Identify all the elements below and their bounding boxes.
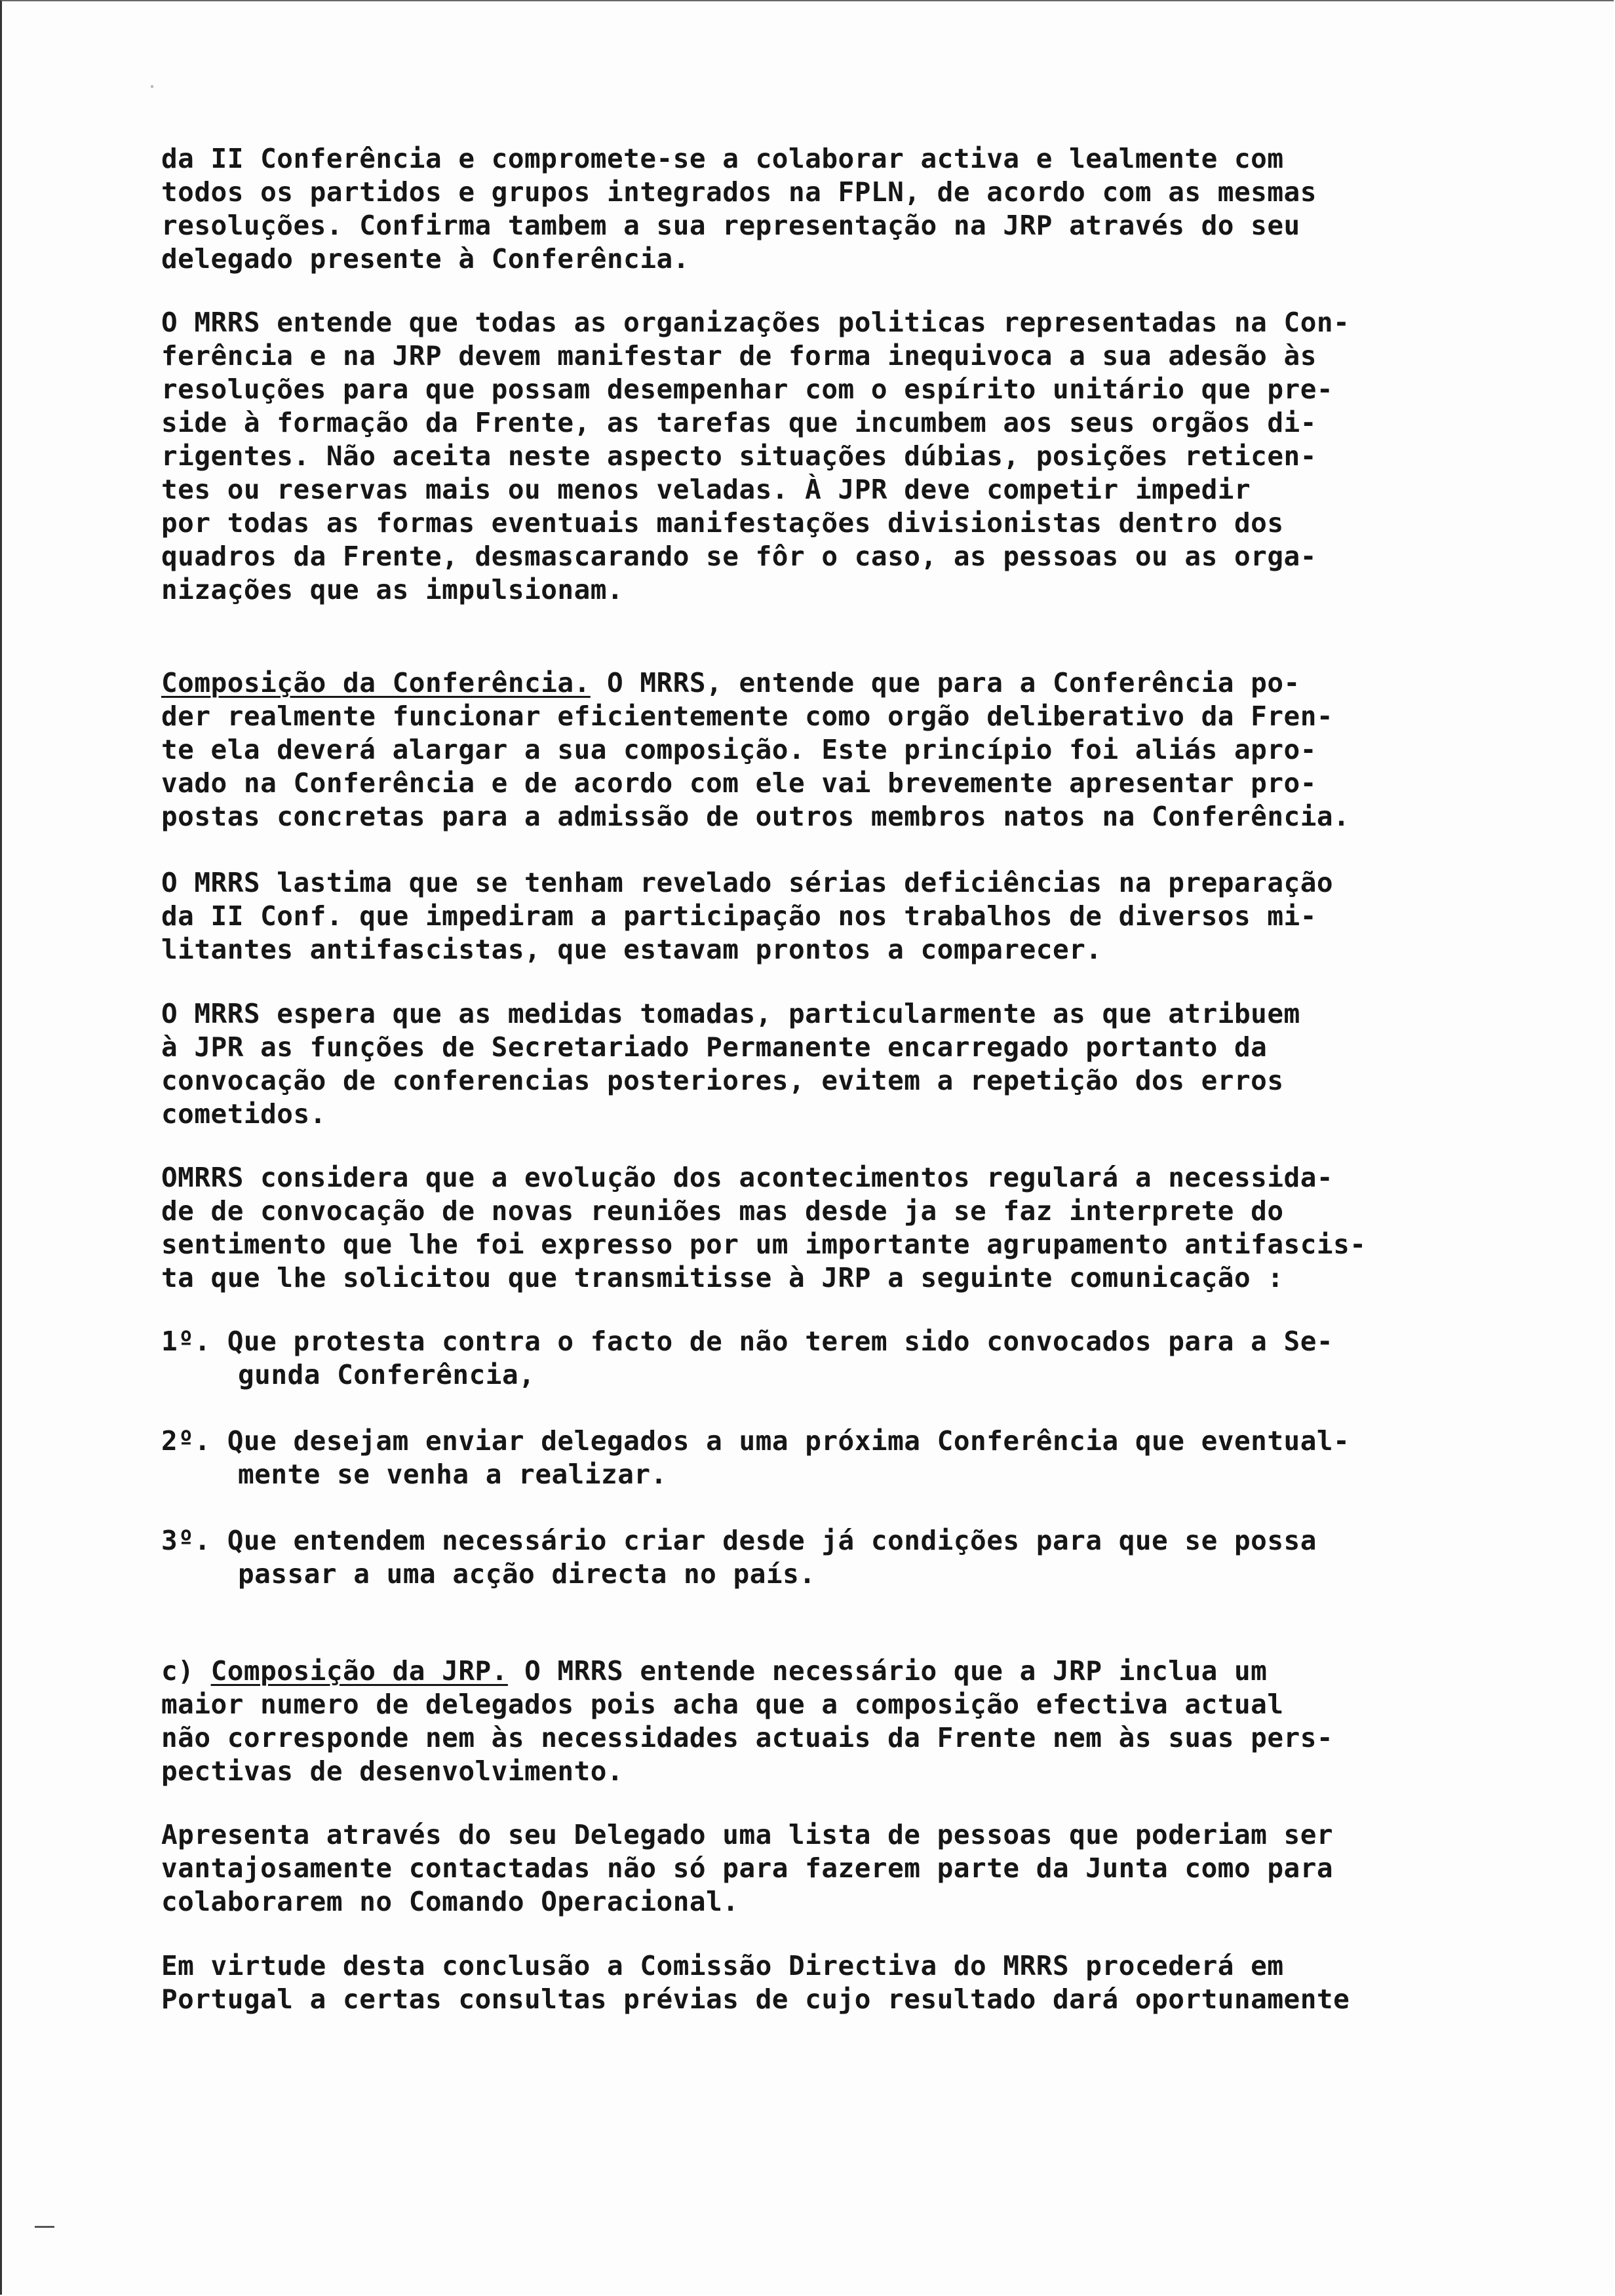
paragraph-6	[161, 1161, 1557, 1295]
text-line: Apresenta através do seu Delegado uma lista de pessoas que poderiam ser	[161, 1819, 1334, 1850]
text-line: cometidos.	[161, 1098, 326, 1130]
text-line: OMRRS considera que a evolução dos acontecimentos regulará a necessida-	[161, 1162, 1334, 1193]
item-text: Que entendem necessário criar desde já condições para que se possa	[227, 1525, 1317, 1556]
item-number: 1º.	[161, 1326, 211, 1357]
text-line: der realmente funcionar eficientemente como orgão deliberativo da Fren-	[161, 700, 1334, 732]
paragraph-3	[161, 666, 1557, 833]
text-line: mente se venha a realizar.	[238, 1459, 667, 1490]
list-item-3	[161, 1524, 1557, 1591]
text-line	[161, 1425, 1557, 1458]
text-fragment: c)	[161, 1655, 211, 1687]
text-line: sentimento que lhe foi expresso por um importante agrupamento antifascis-	[161, 1229, 1367, 1260]
text-line: quadros da Frente, desmascarando se fôr o caso, as pessoas ou as orga-	[161, 541, 1317, 572]
text-line: rigentes. Não aceita neste aspecto situações dúbias, posições reticen-	[161, 440, 1317, 472]
text-line: O MRRS entende que todas as organizações politicas representadas na Con-	[161, 307, 1350, 338]
text-line: Portugal a certas consultas prévias de cujo resultado dará oportunamente	[161, 1983, 1350, 2015]
paragraph-8	[161, 1818, 1557, 1919]
text-line: pectivas de desenvolvimento.	[161, 1755, 624, 1787]
paragraph-5	[161, 997, 1557, 1131]
paragraph-1	[161, 142, 1557, 276]
text-line: O MRRS espera que as medidas tomadas, particularmente as que atribuem	[161, 998, 1300, 1029]
paragraph-9	[161, 1949, 1557, 2016]
text-line: litantes antifascistas, que estavam prontos a comparecer.	[161, 934, 1102, 965]
paragraph-4	[161, 866, 1557, 966]
item-text: Que desejam enviar delegados a uma próxima Conferência que eventual-	[227, 1425, 1350, 1457]
text-fragment: O MRRS, entende que para a Conferência po-	[590, 667, 1300, 698]
text-line: postas concretas para a admissão de outros membros natos na Conferência.	[161, 801, 1350, 832]
text-line: ta que lhe solicitou que transmitisse à JRP a seguinte comunicação :	[161, 1262, 1284, 1293]
text-line: não corresponde nem às necessidades actuais da Frente nem às suas pers-	[161, 1722, 1334, 1753]
text-line: por todas as formas eventuais manifestações divisionistas dentro dos	[161, 507, 1284, 539]
section-heading: Composição da JRP.	[210, 1655, 508, 1687]
text-line: tes ou reservas mais ou menos veladas. À JPR deve competir impedir	[161, 474, 1251, 505]
text-line: vado na Conferência e de acordo com ele vai brevemente apresentar pro-	[161, 767, 1317, 799]
text-line: da II Conf. que impediram a participação nos trabalhos de diversos mi-	[161, 900, 1317, 932]
text-line: gunda Conferência,	[238, 1359, 535, 1390]
item-text: Que protesta contra o facto de não terem sido convocados para a Se-	[227, 1326, 1334, 1357]
section-heading: Composição da Conferência.	[161, 667, 591, 698]
text-line: resoluções para que possam desempenhar com o espírito unitário que pre-	[161, 373, 1334, 405]
item-number: 2º.	[161, 1425, 211, 1457]
text-line: Em virtude desta conclusão a Comissão Directiva do MRRS procederá em	[161, 1950, 1284, 1981]
text-line	[161, 666, 1557, 700]
text-line	[161, 1325, 1557, 1358]
text-line	[161, 1524, 1557, 1558]
text-line: convocação de conferencias posteriores, evitem a repetição dos erros	[161, 1065, 1284, 1096]
text-line: te ela deverá alargar a sua composição. Este princípio foi aliás apro-	[161, 734, 1317, 765]
list-item-2	[161, 1425, 1557, 1491]
text-line	[161, 1655, 1557, 1688]
text-line: delegado presente à Conferência.	[161, 243, 690, 275]
text-line: da II Conferência e compromete-se a colaborar activa e lealmente com	[161, 143, 1284, 174]
text-fragment: O MRRS entende necessário que a JRP inclua um	[507, 1655, 1268, 1687]
item-number: 3º.	[161, 1525, 211, 1556]
paragraph-7	[161, 1655, 1557, 1788]
text-line: ferência e na JRP devem manifestar de forma inequivoca a sua adesão às	[161, 340, 1317, 372]
text-line: nizações que as impulsionam.	[161, 574, 624, 605]
text-line: vantajosamente contactadas não só para fazerem parte da Junta como para	[161, 1852, 1334, 1884]
text-line: todos os partidos e grupos integrados na FPLN, de acordo com as mesmas	[161, 176, 1317, 208]
scan-margin-mark	[35, 2226, 54, 2228]
list-item-1	[161, 1325, 1557, 1392]
text-line: à JPR as funções de Secretariado Permanente encarregado portanto da	[161, 1031, 1268, 1063]
text-line: de de convocação de novas reuniões mas desde ja se faz interprete do	[161, 1195, 1284, 1227]
scan-speck	[151, 85, 153, 88]
text-line: maior numero de delegados pois acha que a composição efectiva actual	[161, 1689, 1284, 1720]
text-line: side à formação da Frente, as tarefas que incumbem aos seus orgãos di-	[161, 407, 1317, 438]
text-line: O MRRS lastima que se tenham revelado sérias deficiências na preparação	[161, 867, 1334, 898]
text-line: colaborarem no Comando Operacional.	[161, 1886, 739, 1917]
text-line: resoluções. Confirma tambem a sua representação na JRP através do seu	[161, 210, 1300, 241]
paragraph-2	[161, 306, 1557, 607]
text-line: passar a uma acção directa no país.	[238, 1558, 816, 1590]
